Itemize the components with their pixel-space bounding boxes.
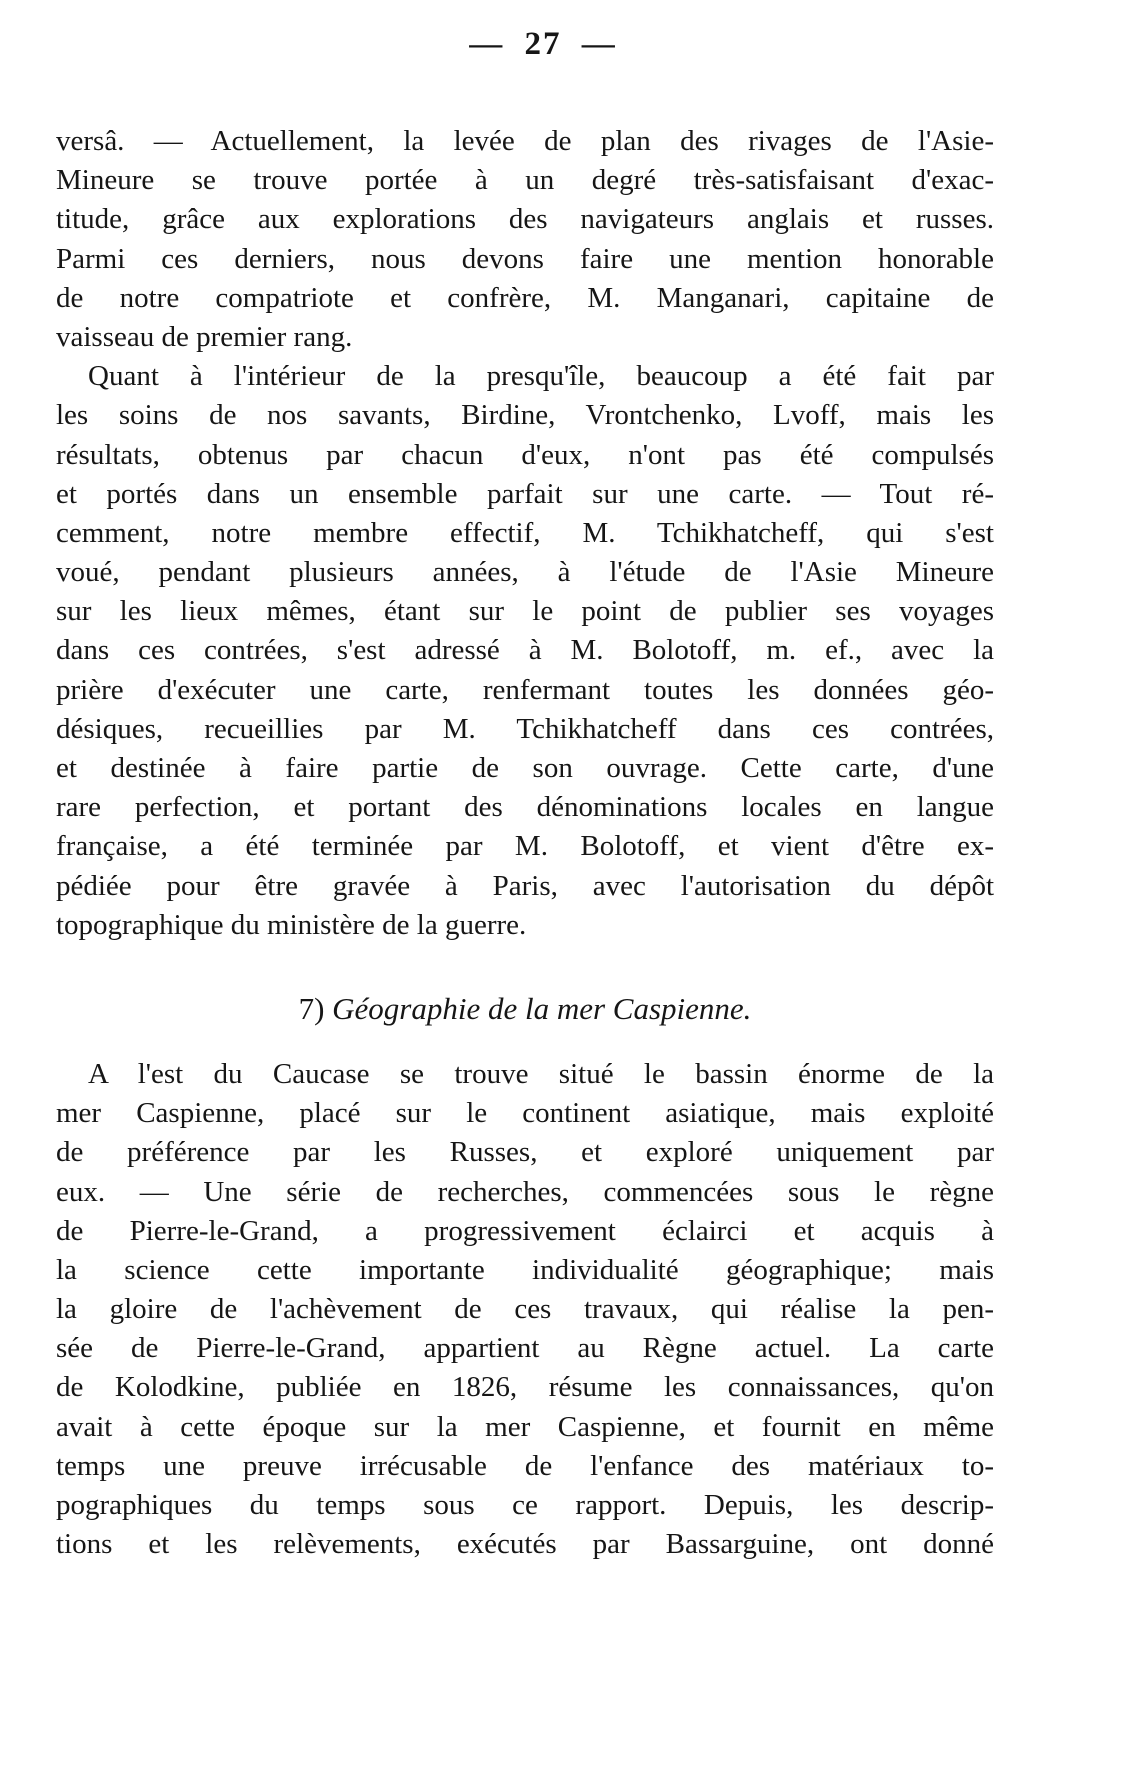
text-line: Mineure se trouve portée à un degré très-satisfaisant d'exac- (56, 164, 994, 197)
text-line: A l'est du Caucase se trouve situé le bassin énorme de la (88, 1057, 994, 1090)
text-line: temps une preuve irrécusable de l'enfance des matériaux to- (56, 1449, 994, 1482)
text-line: rare perfection, et portant des dénominations locales en langue (56, 791, 994, 824)
text-line: titude, grâce aux explorations des navigateurs anglais et russes. (56, 203, 994, 236)
text-line: dans ces contrées, s'est adressé à M. Bolotoff, m. ef., avec la (56, 634, 994, 667)
text-line: topographique du ministère de la guerre. (56, 908, 527, 941)
text-line: de Pierre-le-Grand, a progressivement éclairci et acquis à (56, 1214, 994, 1247)
text-line: et destinée à faire partie de son ouvrage. Cette carte, d'une (56, 752, 994, 784)
text-line: voué, pendant plusieurs années, à l'étude de l'Asie Mineure (56, 556, 994, 589)
text-line: pographiques du temps sous ce rapport. Depuis, les descrip- (56, 1489, 994, 1521)
text-line: avait à cette époque sur la mer Caspienne, et fournit en même (56, 1410, 994, 1443)
paragraph-interieur (56, 357, 994, 945)
text-line: tions et les relèvements, exécutés par Bassarguine, ont donné (56, 1528, 994, 1561)
text-line: cemment, notre membre effectif, M. Tchikhatcheff, qui s'est (56, 516, 994, 549)
section-title: Géographie de la mer Caspienne. (332, 990, 752, 1026)
text-line: désiques, recueillies par M. Tchikhatcheff dans ces contrées, (56, 712, 994, 745)
text-line: et portés dans un ensemble parfait sur une carte. — Tout ré- (56, 477, 994, 510)
paragraph-rivages (56, 122, 994, 357)
text-line: vaisseau de premier rang. (56, 320, 353, 353)
text-line: la science cette importante individualité géographique; mais (56, 1253, 994, 1286)
text-line: prière d'exécuter une carte, renfermant toutes les données géo- (56, 673, 994, 706)
text-line: de Kolodkine, publiée en 1826, résume les connaissances, qu'on (56, 1371, 994, 1404)
page-number: 27 (524, 26, 562, 62)
text-line: Quant à l'intérieur de la presqu'île, beaucoup a été fait par (88, 360, 994, 393)
text-line: versâ. — Actuellement, la levée de plan des rivages de l'Asie- (56, 125, 994, 157)
text-line: mer Caspienne, placé sur le continent asiatique, mais exploité (56, 1097, 994, 1130)
page-header (92, 22, 994, 66)
text-line: de notre compatriote et confrère, M. Manganari, capitaine de (56, 281, 994, 314)
header-dash-right: — (581, 26, 617, 62)
section-number: 7) (298, 990, 325, 1026)
paragraph-caspienne (56, 1055, 994, 1564)
text-line: sée de Pierre-le-Grand, appartient au Règne actuel. La carte (56, 1332, 994, 1365)
text-line: de préférence par les Russes, et exploré uniquement par (56, 1136, 994, 1169)
book-page (56, 22, 994, 1564)
text-line: sur les lieux mêmes, étant sur le point de publier ses voyages (56, 595, 994, 628)
text-line: Parmi ces derniers, nous devons faire une mention honorable (56, 242, 994, 275)
text-line: pédiée pour être gravée à Paris, avec l'autorisation du dépôt (56, 869, 994, 902)
text-line: résultats, obtenus par chacun d'eux, n'ont pas été compulsés (56, 438, 994, 471)
text-line: française, a été terminée par M. Bolotoff, et vient d'être ex- (56, 830, 994, 863)
text-line: les soins de nos savants, Birdine, Vrontchenko, Lvoff, mais les (56, 399, 994, 432)
header-dash-left: — (469, 26, 505, 62)
text-line: eux. — Une série de recherches, commencées sous le règne (56, 1175, 994, 1208)
section-heading (56, 987, 994, 1031)
text-line: la gloire de l'achèvement de ces travaux, qui réalise la pen- (56, 1293, 994, 1326)
